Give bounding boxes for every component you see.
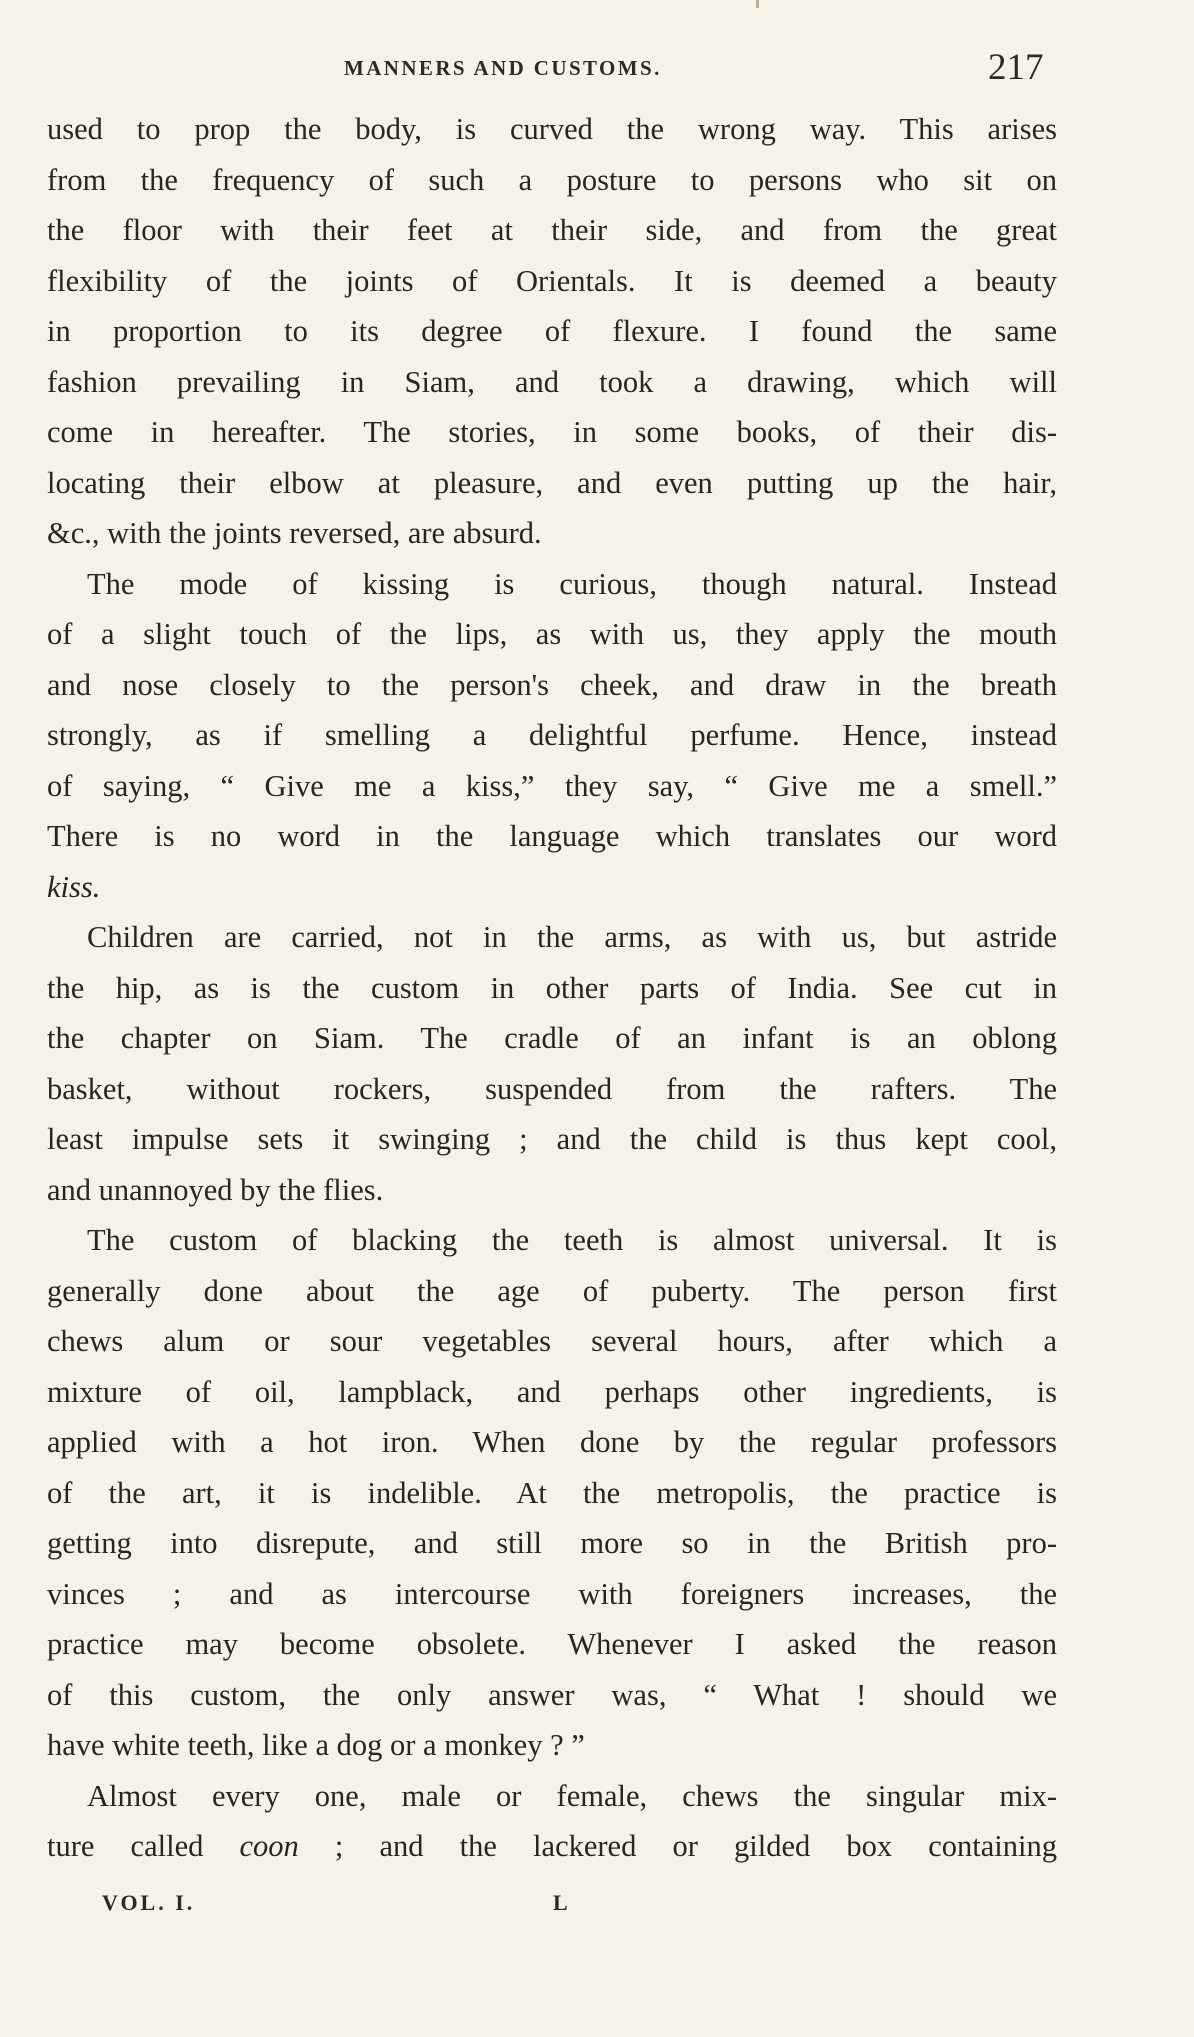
text-line: generally done about the age of puberty. The person first [47,1273,1057,1308]
text-line: in proportion to its degree of flexure. I found the same [47,314,1057,348]
text-line: used to prop the body, is curved the wrong way. This arises [47,112,1057,146]
running-title: MANNERS AND CUSTOMS. [344,56,662,80]
text-line: have white teeth, like a dog or a monkey ? ” [47,1728,585,1762]
text-line: of saying, “ Give me a kiss,” they say, “ Give me a smell.” [47,768,1057,803]
page-number: 217 [988,47,1044,88]
text-line: kiss. [47,869,101,904]
page-edge-mark [756,0,759,8]
text-line: and unannoyed by the flies. [47,1172,384,1207]
text-line: come in hereafter. The stories, in some books, of their dis- [47,415,1057,449]
text-line: of this custom, the only answer was, “ What ! should we [47,1677,1057,1712]
text-line: mixture of oil, lampblack, and perhaps other ingredients, is [47,1374,1057,1409]
text-line: of the art, it is indelible. At the metropolis, the practice is [47,1475,1057,1510]
signature-mark: L [553,1890,568,1915]
text-line: ture called coon ; and the lackered or gilded box containing [47,1829,1057,1863]
text-line: The custom of blacking the teeth is almost universal. It is [87,1223,1057,1257]
text-line: fashion prevailing in Siam, and took a drawing, which will [47,364,1057,399]
running-head [0,46,1194,86]
text-line: strongly, as if smelling a delightful perfume. Hence, instead [47,718,1057,752]
text-line: locating their elbow at pleasure, and even putting up the hair, [47,465,1057,500]
text-line: applied with a hot iron. When done by the regular professors [47,1425,1057,1459]
text-line: chews alum or sour vegetables several hours, after which a [47,1324,1057,1358]
text-line: the hip, as is the custom in other parts of India. See cut in [47,970,1057,1005]
text-line: the chapter on Siam. The cradle of an infant is an oblong [47,1021,1057,1055]
text-line: &c., with the joints reversed, are absurd. [47,516,542,550]
text-line: flexibility of the joints of Orientals. It is deemed a beauty [47,263,1057,298]
text-line: basket, without rockers, suspended from the rafters. The [47,1071,1057,1106]
text-line: of a slight touch of the lips, as with us, they apply the mouth [47,617,1057,651]
body-text [47,104,1057,1872]
page-footer [0,1890,1194,1920]
text-line: Almost every one, male or female, chews the singular mix- [87,1778,1057,1813]
text-line: the floor with their feet at their side, and from the great [47,213,1057,247]
volume-label: VOL. I. [102,1890,196,1915]
text-line: getting into disrepute, and still more so in the British pro- [47,1526,1057,1560]
text-line: The mode of kissing is curious, though natural. Instead [87,566,1057,601]
text-line: Children are carried, not in the arms, as with us, but astride [87,920,1057,954]
text-line: and nose closely to the person's cheek, and draw in the breath [47,667,1057,702]
text-line: from the frequency of such a posture to persons who sit on [47,162,1057,197]
text-line: practice may become obsolete. Whenever I asked the reason [47,1627,1057,1661]
text-line: vinces ; and as intercourse with foreigners increases, the [47,1576,1057,1611]
text-line: least impulse sets it swinging ; and the child is thus kept cool, [47,1122,1057,1156]
text-line: There is no word in the language which translates our word [47,819,1057,853]
